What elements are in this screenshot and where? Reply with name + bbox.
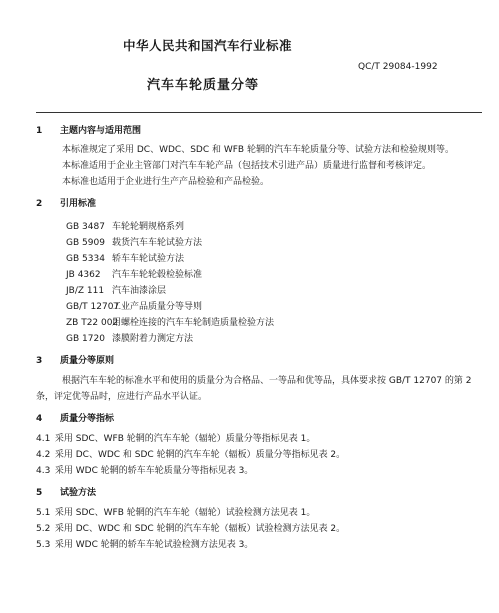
section-number: 1 [36,126,43,136]
section-3-heading [36,356,114,367]
item-text: 采用 WDC 轮辋的轿车车轮试验检测方法见表 3。 [54,540,254,550]
section-title: 质量分等原则 [60,356,115,366]
item-number: 5.2 [36,524,51,534]
list-item [36,466,253,477]
item-text: 采用 SDC、WFB 轮辋的汽车车轮（辐轮）试验检测方法见表 1。 [54,508,316,518]
reference-item [66,334,193,345]
reference-name: 汽车车轮轮毂检验标准 [112,270,203,280]
reference-item [66,286,166,297]
paragraph: 本标准适用于企业主管部门对汽车车轮产品（包括技术引进产品）质量进行监督和考核评定。 [62,161,432,171]
reference-item [66,270,202,281]
reference-name: 用螺栓连接的汽车车轮制造质量检验方法 [112,318,275,328]
section-title: 试验方法 [60,488,97,498]
reference-name: 漆膜附着力测定方法 [112,334,194,344]
paragraph: 条，评定优等品时，应进行产品水平认证。 [36,392,208,402]
reference-name: 车轮轮辋规格系列 [112,222,185,232]
document-title: 汽车车轮质量分等 [147,78,260,93]
reference-code: GB/T 12707 [66,302,120,312]
item-text: 采用 DC、WDC 和 SDC 轮辋的汽车车轮（辐板）试验检测方法见表 2。 [54,524,346,534]
standard-category: 中华人民共和国汽车行业标准 [123,38,293,53]
list-item [36,540,253,551]
section-title: 主题内容与适用范围 [60,126,142,136]
reference-code: ZB T22 002 [66,318,119,328]
item-number: 5.1 [36,508,51,518]
list-item [36,434,315,445]
item-number: 5.3 [36,540,51,550]
section-5-heading [36,488,96,499]
section-number: 2 [36,199,43,209]
paragraph: 本标准也适用于企业进行生产产品检验和产品检验。 [62,177,270,187]
reference-item [66,302,202,313]
reference-item [66,254,184,265]
reference-item [66,318,274,329]
reference-name: 轿车车轮试验方法 [112,254,185,264]
list-item [36,508,315,519]
item-number: 4.1 [36,434,51,444]
section-4-heading [36,414,114,425]
item-number: 4.2 [36,450,51,460]
reference-name: 汽车油漆涂层 [112,286,167,296]
section-number: 3 [36,356,43,366]
item-text: 采用 SDC、WFB 轮辋的汽车车轮（辐轮）质量分等指标见表 1。 [54,434,316,444]
section-title: 引用标准 [60,199,97,209]
item-number: 4.3 [36,466,51,476]
item-text: 采用 DC、WDC 和 SDC 轮辋的汽车车轮（辐板）质量分等指标见表 2。 [54,450,346,460]
section-1-heading [36,126,141,137]
standard-code: QC/T 29084-1992 [358,62,438,72]
section-number: 4 [36,414,43,424]
reference-code: GB 5909 [66,238,105,248]
reference-item [66,222,184,233]
reference-code: GB 1720 [66,334,105,344]
reference-name: 载货汽车车轮试验方法 [112,238,203,248]
section-2-heading [36,199,96,210]
reference-code: GB 5334 [66,254,105,264]
paragraph: 本标准规定了采用 DC、WDC、SDC 和 WFB 轮辋的汽车车轮质量分等、试验方法和检验规则等。 [62,145,454,155]
reference-item [66,238,202,249]
paragraph: 根据汽车车轮的标准水平和使用的质量分为合格品、一等品和优等品，具体要求按 GB/T 12707 的第 2 [62,376,472,386]
section-title: 质量分等指标 [60,414,115,424]
section-number: 5 [36,488,43,498]
list-item [36,450,345,461]
reference-code: JB 4362 [66,270,101,280]
reference-code: JB/Z 111 [66,286,105,296]
title-divider [36,112,482,113]
item-text: 采用 WDC 轮辋的轿车车轮质量分等指标见表 3。 [54,466,254,476]
list-item [36,524,345,535]
reference-code: GB 3487 [66,222,105,232]
reference-name: 工业产品质量分等导则 [112,302,203,312]
